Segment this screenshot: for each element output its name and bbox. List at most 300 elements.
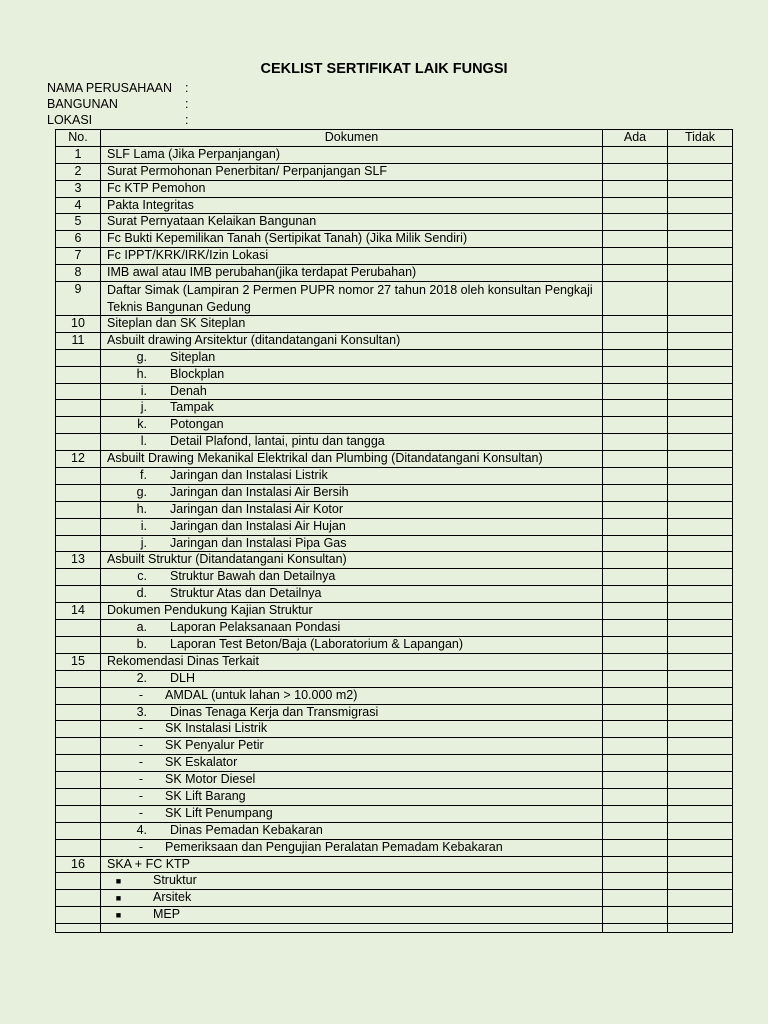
row-document-text: Denah <box>170 383 207 398</box>
row-document-text: DLH <box>170 670 196 685</box>
table-row <box>56 586 733 603</box>
meta-label: LOKASI <box>47 113 93 127</box>
row-document: SKA + FC KTP <box>101 856 603 873</box>
ada-checkbox-cell[interactable] <box>603 417 668 434</box>
document-title: CEKLIST SERTIFIKAT LAIK FUNGSI <box>260 61 508 77</box>
tidak-checkbox-cell[interactable] <box>668 197 733 214</box>
row-document-text: Jaringan dan Instalasi Air Bersih <box>170 484 349 499</box>
table-row <box>56 417 733 434</box>
row-number <box>56 586 101 603</box>
table-row <box>56 755 733 772</box>
ada-checkbox-cell[interactable] <box>603 788 668 805</box>
row-number <box>56 670 101 687</box>
ada-checkbox-cell[interactable] <box>603 316 668 333</box>
tidak-checkbox-cell[interactable] <box>668 620 733 637</box>
ada-checkbox-cell[interactable] <box>603 400 668 417</box>
ada-checkbox-cell[interactable] <box>603 704 668 721</box>
table-row <box>56 670 733 687</box>
row-document <box>101 569 603 586</box>
bullet-marker: ■ <box>115 893 122 904</box>
row-number <box>56 400 101 417</box>
ada-checkbox-cell[interactable] <box>603 569 668 586</box>
row-number <box>56 721 101 738</box>
tidak-checkbox-cell[interactable] <box>668 434 733 451</box>
row-number <box>56 484 101 501</box>
tidak-checkbox-cell[interactable] <box>668 180 733 197</box>
tidak-checkbox-cell[interactable] <box>668 670 733 687</box>
row-number <box>56 620 101 637</box>
list-marker: i. <box>140 518 147 533</box>
ada-checkbox-cell[interactable] <box>603 924 668 933</box>
table-row <box>56 332 733 349</box>
list-marker: g. <box>136 349 147 364</box>
ada-checkbox-cell[interactable] <box>603 603 668 620</box>
table-row <box>56 552 733 569</box>
row-document <box>101 687 603 704</box>
ada-checkbox-cell[interactable] <box>603 805 668 822</box>
row-document-text: SK Penyalur Petir <box>165 738 264 753</box>
ada-checkbox-cell[interactable] <box>603 772 668 789</box>
list-marker: - <box>138 755 143 770</box>
meta-location <box>47 112 189 128</box>
row-number: 8 <box>56 265 101 282</box>
ada-checkbox-cell[interactable] <box>603 873 668 890</box>
list-marker: - <box>138 687 143 702</box>
table-row <box>56 180 733 197</box>
row-number: 2 <box>56 163 101 180</box>
row-document: Siteplan dan SK Siteplan <box>101 316 603 333</box>
row-number: 14 <box>56 603 101 620</box>
meta-label: BANGUNAN <box>47 97 118 111</box>
tidak-checkbox-cell[interactable] <box>668 248 733 265</box>
row-document: Dokumen Pendukung Kajian Struktur <box>101 603 603 620</box>
ada-checkbox-cell[interactable] <box>603 755 668 772</box>
row-document <box>101 636 603 653</box>
row-document <box>101 468 603 485</box>
table-header-row <box>56 130 733 147</box>
table-row-empty <box>56 924 733 933</box>
row-document <box>101 772 603 789</box>
row-number <box>56 417 101 434</box>
tidak-checkbox-cell[interactable] <box>668 788 733 805</box>
ada-checkbox-cell[interactable] <box>603 197 668 214</box>
tidak-checkbox-cell[interactable] <box>668 265 733 282</box>
ada-checkbox-cell[interactable] <box>603 670 668 687</box>
table-row <box>56 265 733 282</box>
table-row <box>56 518 733 535</box>
ada-checkbox-cell[interactable] <box>603 839 668 856</box>
table-row <box>56 873 733 890</box>
row-number <box>56 890 101 907</box>
table-row <box>56 772 733 789</box>
table-row <box>56 653 733 670</box>
row-number: 4 <box>56 197 101 214</box>
row-document <box>101 349 603 366</box>
row-document <box>101 890 603 907</box>
header-ada: Ada <box>603 130 668 147</box>
row-number <box>56 366 101 383</box>
table-row <box>56 349 733 366</box>
tidak-checkbox-cell[interactable] <box>668 146 733 163</box>
table-row <box>56 484 733 501</box>
row-document: Surat Permohonan Penerbitan/ Perpanjangan SLF <box>101 163 603 180</box>
list-marker: d. <box>136 586 147 601</box>
tidak-checkbox-cell[interactable] <box>668 535 733 552</box>
ada-checkbox-cell[interactable] <box>603 636 668 653</box>
ada-checkbox-cell[interactable] <box>603 738 668 755</box>
tidak-checkbox-cell[interactable] <box>668 890 733 907</box>
tidak-checkbox-cell[interactable] <box>668 366 733 383</box>
row-document-text: MEP <box>153 907 181 922</box>
tidak-checkbox-cell[interactable] <box>668 332 733 349</box>
ada-checkbox-cell[interactable] <box>603 890 668 907</box>
ada-checkbox-cell[interactable] <box>603 349 668 366</box>
row-number <box>56 434 101 451</box>
ada-checkbox-cell[interactable] <box>603 653 668 670</box>
table-row <box>56 468 733 485</box>
row-document-text: Struktur Atas dan Detailnya <box>170 586 322 601</box>
row-number <box>56 907 101 924</box>
bullet-marker: ■ <box>115 910 122 921</box>
row-document: Fc IPPT/KRK/IRK/Izin Lokasi <box>101 248 603 265</box>
tidak-checkbox-cell[interactable] <box>668 518 733 535</box>
table-row <box>56 316 733 333</box>
tidak-checkbox-cell[interactable] <box>668 603 733 620</box>
tidak-checkbox-cell[interactable] <box>668 653 733 670</box>
list-marker: h. <box>136 501 147 516</box>
meta-colon: : <box>185 97 189 111</box>
list-marker: 2. <box>136 670 147 685</box>
row-number <box>56 839 101 856</box>
tidak-checkbox-cell[interactable] <box>668 400 733 417</box>
row-number <box>56 704 101 721</box>
ada-checkbox-cell[interactable] <box>603 231 668 248</box>
row-number <box>56 687 101 704</box>
tidak-checkbox-cell[interactable] <box>668 383 733 400</box>
ada-checkbox-cell[interactable] <box>603 214 668 231</box>
table-row <box>56 383 733 400</box>
table-row <box>56 400 733 417</box>
row-document <box>101 822 603 839</box>
row-document: Rekomendasi Dinas Terkait <box>101 653 603 670</box>
list-marker: l. <box>140 434 147 449</box>
ada-checkbox-cell[interactable] <box>603 856 668 873</box>
table-row <box>56 197 733 214</box>
row-document <box>101 620 603 637</box>
tidak-checkbox-cell[interactable] <box>668 687 733 704</box>
table-row <box>56 248 733 265</box>
meta-company <box>47 80 189 96</box>
row-number <box>56 468 101 485</box>
row-document-text: Arsitek <box>153 890 192 905</box>
table-row <box>56 163 733 180</box>
header-dokumen: Dokumen <box>101 130 603 147</box>
row-document <box>101 839 603 856</box>
row-number: 13 <box>56 552 101 569</box>
row-document: Asbuilt Drawing Mekanikal Elektrikal dan Plumbing (Ditandatangani Konsultan) <box>101 451 603 468</box>
list-marker: k. <box>137 417 147 432</box>
empty-cell <box>101 924 603 933</box>
row-document <box>101 518 603 535</box>
list-marker: - <box>138 721 143 736</box>
header-no: No. <box>56 130 101 147</box>
tidak-checkbox-cell[interactable] <box>668 755 733 772</box>
row-document-text: Jaringan dan Instalasi Air Hujan <box>170 518 346 533</box>
row-number <box>56 873 101 890</box>
tidak-checkbox-cell[interactable] <box>668 349 733 366</box>
ada-checkbox-cell[interactable] <box>603 484 668 501</box>
row-number: 9 <box>56 282 101 316</box>
row-document-text: Dinas Pemadan Kebakaran <box>170 822 323 837</box>
table-row <box>56 907 733 924</box>
tidak-checkbox-cell[interactable] <box>668 214 733 231</box>
list-marker: 3. <box>136 704 147 719</box>
list-marker: f. <box>140 468 147 483</box>
table-row <box>56 620 733 637</box>
ada-checkbox-cell[interactable] <box>603 687 668 704</box>
tidak-checkbox-cell[interactable] <box>668 468 733 485</box>
tidak-checkbox-cell[interactable] <box>668 873 733 890</box>
table-row <box>56 366 733 383</box>
list-marker: h. <box>136 366 147 381</box>
tidak-checkbox-cell[interactable] <box>668 586 733 603</box>
row-document <box>101 383 603 400</box>
header-tidak: Tidak <box>668 130 733 147</box>
table-row <box>56 535 733 552</box>
row-document-text: Pemeriksaan dan Pengujian Peralatan Pemadam Kebakaran <box>165 839 503 854</box>
list-marker: - <box>138 805 143 820</box>
row-number: 5 <box>56 214 101 231</box>
tidak-checkbox-cell[interactable] <box>668 856 733 873</box>
row-document <box>101 755 603 772</box>
ada-checkbox-cell[interactable] <box>603 282 668 316</box>
tidak-checkbox-cell[interactable] <box>668 282 733 316</box>
table-row <box>56 146 733 163</box>
ada-checkbox-cell[interactable] <box>603 163 668 180</box>
row-document <box>101 738 603 755</box>
tidak-checkbox-cell[interactable] <box>668 231 733 248</box>
row-number <box>56 383 101 400</box>
tidak-checkbox-cell[interactable] <box>668 417 733 434</box>
list-marker: - <box>138 772 143 787</box>
list-marker: - <box>138 788 143 803</box>
tidak-checkbox-cell[interactable] <box>668 738 733 755</box>
row-document <box>101 873 603 890</box>
tidak-checkbox-cell[interactable] <box>668 822 733 839</box>
row-document <box>101 805 603 822</box>
ada-checkbox-cell[interactable] <box>603 248 668 265</box>
row-document-text: Struktur <box>153 873 197 888</box>
tidak-checkbox-cell[interactable] <box>668 704 733 721</box>
ada-checkbox-cell[interactable] <box>603 907 668 924</box>
table-row <box>56 569 733 586</box>
row-document-text: Tampak <box>170 400 214 415</box>
row-number <box>56 772 101 789</box>
row-document-text: Detail Plafond, lantai, pintu dan tangga <box>170 434 385 449</box>
ada-checkbox-cell[interactable] <box>603 501 668 518</box>
empty-cell <box>56 924 101 933</box>
row-document: Pakta Integritas <box>101 197 603 214</box>
tidak-checkbox-cell[interactable] <box>668 569 733 586</box>
table-row <box>56 890 733 907</box>
row-number <box>56 569 101 586</box>
row-document <box>101 670 603 687</box>
ada-checkbox-cell[interactable] <box>603 518 668 535</box>
row-document: Asbuilt drawing Arsitektur (ditandatangani Konsultan) <box>101 332 603 349</box>
table-row <box>56 805 733 822</box>
tidak-checkbox-cell[interactable] <box>668 772 733 789</box>
row-document-text: AMDAL (untuk lahan > 10.000 m2) <box>165 687 358 702</box>
row-number <box>56 738 101 755</box>
table-row <box>56 856 733 873</box>
checklist-body <box>56 146 733 933</box>
ada-checkbox-cell[interactable] <box>603 146 668 163</box>
table-row <box>56 721 733 738</box>
row-document <box>101 501 603 518</box>
meta-colon: : <box>185 81 189 95</box>
row-number <box>56 805 101 822</box>
tidak-checkbox-cell[interactable] <box>668 163 733 180</box>
list-marker: j. <box>140 535 147 550</box>
row-document <box>101 907 603 924</box>
tidak-checkbox-cell[interactable] <box>668 721 733 738</box>
list-marker: - <box>138 839 143 854</box>
ada-checkbox-cell[interactable] <box>603 265 668 282</box>
ada-checkbox-cell[interactable] <box>603 620 668 637</box>
row-document <box>101 586 603 603</box>
row-number <box>56 636 101 653</box>
ada-checkbox-cell[interactable] <box>603 366 668 383</box>
row-document-text: Jaringan dan Instalasi Pipa Gas <box>170 535 347 550</box>
ada-checkbox-cell[interactable] <box>603 180 668 197</box>
list-marker: - <box>138 738 143 753</box>
row-document-text: Struktur Bawah dan Detailnya <box>170 569 336 584</box>
row-document <box>101 400 603 417</box>
ada-checkbox-cell[interactable] <box>603 383 668 400</box>
list-marker: c. <box>137 569 147 584</box>
row-document <box>101 704 603 721</box>
tidak-checkbox-cell[interactable] <box>668 839 733 856</box>
table-row <box>56 636 733 653</box>
ada-checkbox-cell[interactable] <box>603 434 668 451</box>
row-document-text: Laporan Test Beton/Baja (Laboratorium & Lapangan) <box>170 636 464 651</box>
table-row <box>56 603 733 620</box>
list-marker: i. <box>140 383 147 398</box>
ada-checkbox-cell[interactable] <box>603 535 668 552</box>
row-number: 10 <box>56 316 101 333</box>
ada-checkbox-cell[interactable] <box>603 721 668 738</box>
tidak-checkbox-cell[interactable] <box>668 501 733 518</box>
row-number <box>56 349 101 366</box>
row-document: Fc KTP Pemohon <box>101 180 603 197</box>
row-document-text: SK Eskalator <box>165 755 238 770</box>
list-marker: j. <box>140 400 147 415</box>
ada-checkbox-cell[interactable] <box>603 552 668 569</box>
row-document-text: SK Lift Penumpang <box>165 805 273 820</box>
row-number: 7 <box>56 248 101 265</box>
row-document-text: Potongan <box>170 417 224 432</box>
meta-colon: : <box>185 113 189 127</box>
row-number: 12 <box>56 451 101 468</box>
row-number <box>56 822 101 839</box>
tidak-checkbox-cell[interactable] <box>668 924 733 933</box>
row-document <box>101 434 603 451</box>
row-document: SLF Lama (Jika Perpanjangan) <box>101 146 603 163</box>
row-document: Fc Bukti Kepemilikan Tanah (Sertipikat Tanah) (Jika Milik Sendiri) <box>101 231 603 248</box>
list-marker: a. <box>136 620 147 635</box>
tidak-checkbox-cell[interactable] <box>668 636 733 653</box>
row-number <box>56 518 101 535</box>
meta-label: NAMA PERUSAHAAN <box>47 81 173 95</box>
row-document: Asbuilt Struktur (Ditandatangani Konsultan) <box>101 552 603 569</box>
checklist-table <box>55 129 733 933</box>
ada-checkbox-cell[interactable] <box>603 451 668 468</box>
meta-building <box>47 96 189 112</box>
row-document-text: Laporan Pelaksanaan Pondasi <box>170 620 341 635</box>
tidak-checkbox-cell[interactable] <box>668 316 733 333</box>
row-number <box>56 788 101 805</box>
row-document-text: Siteplan <box>170 349 216 364</box>
tidak-checkbox-cell[interactable] <box>668 907 733 924</box>
ada-checkbox-cell[interactable] <box>603 822 668 839</box>
tidak-checkbox-cell[interactable] <box>668 805 733 822</box>
row-number: 3 <box>56 180 101 197</box>
row-document-text: SK Lift Barang <box>165 788 246 803</box>
row-number: 11 <box>56 332 101 349</box>
table-row <box>56 282 733 316</box>
row-number: 6 <box>56 231 101 248</box>
row-document: IMB awal atau IMB perubahan(jika terdapat Perubahan) <box>101 265 603 282</box>
tidak-checkbox-cell[interactable] <box>668 552 733 569</box>
row-number: 16 <box>56 856 101 873</box>
ada-checkbox-cell[interactable] <box>603 586 668 603</box>
row-number <box>56 535 101 552</box>
table-row <box>56 704 733 721</box>
table-row <box>56 839 733 856</box>
row-document <box>101 788 603 805</box>
row-document <box>101 535 603 552</box>
table-row <box>56 434 733 451</box>
tidak-checkbox-cell[interactable] <box>668 484 733 501</box>
row-number: 15 <box>56 653 101 670</box>
list-marker: 4. <box>136 822 147 837</box>
list-marker: g. <box>136 484 147 499</box>
row-document-text: SK Motor Diesel <box>165 772 256 787</box>
table-row <box>56 788 733 805</box>
table-row <box>56 451 733 468</box>
row-document: Daftar Simak (Lampiran 2 Permen PUPR nomor 27 tahun 2018 oleh konsultan Pengkaji Teknis Bangunan Gedung <box>101 282 603 316</box>
row-document <box>101 484 603 501</box>
row-document-text: Jaringan dan Instalasi Air Kotor <box>170 501 344 516</box>
table-row <box>56 501 733 518</box>
row-number <box>56 501 101 518</box>
table-row <box>56 231 733 248</box>
table-row <box>56 822 733 839</box>
row-document-text: Jaringan dan Instalasi Listrik <box>170 468 328 483</box>
row-document-text: Dinas Tenaga Kerja dan Transmigrasi <box>170 704 379 719</box>
table-row <box>56 687 733 704</box>
row-document-text: Blockplan <box>170 366 225 381</box>
row-document <box>101 366 603 383</box>
row-document: Surat Pernyataan Kelaikan Bangunan <box>101 214 603 231</box>
table-row <box>56 738 733 755</box>
bullet-marker: ■ <box>115 876 122 887</box>
list-marker: b. <box>136 636 147 651</box>
row-document-text: SK Instalasi Listrik <box>165 721 268 736</box>
tidak-checkbox-cell[interactable] <box>668 451 733 468</box>
ada-checkbox-cell[interactable] <box>603 468 668 485</box>
ada-checkbox-cell[interactable] <box>603 332 668 349</box>
